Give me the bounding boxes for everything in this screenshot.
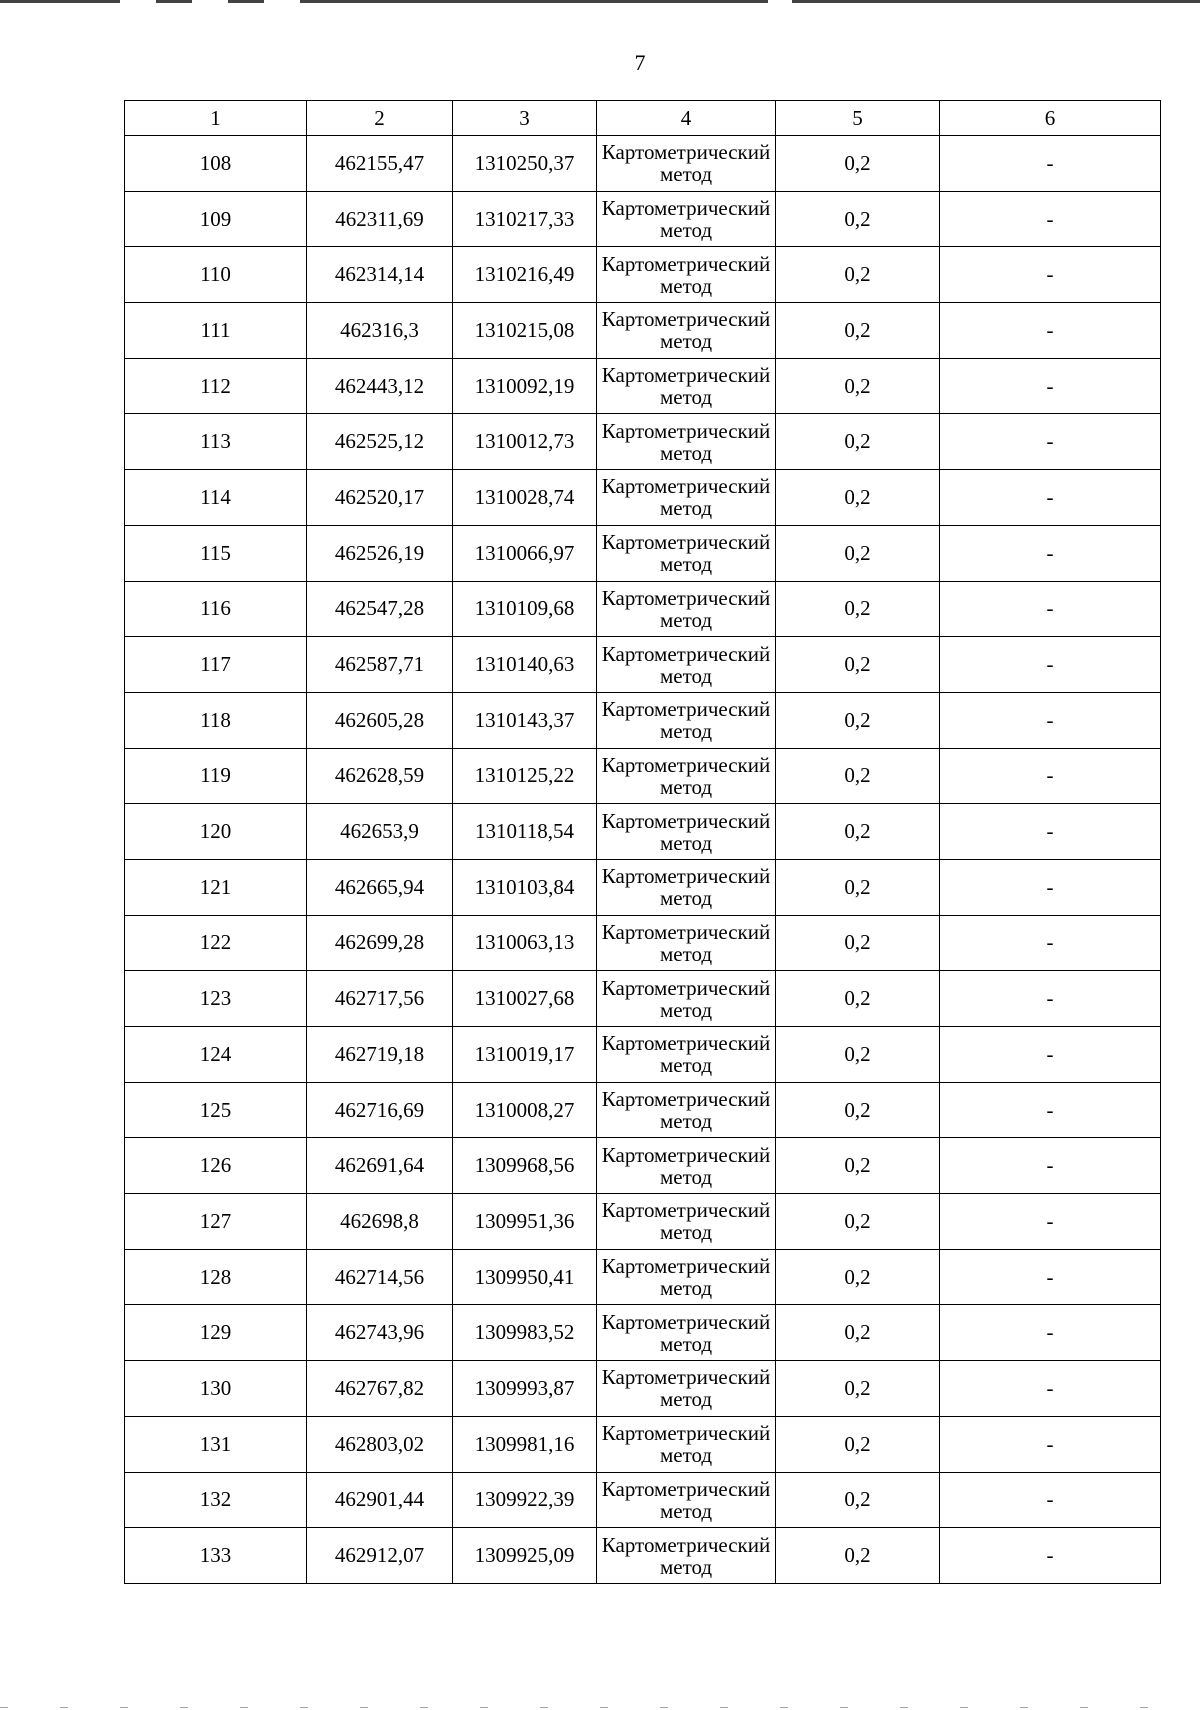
y-coordinate-cell: 1309993,87 bbox=[453, 1361, 597, 1417]
table-row bbox=[125, 581, 1161, 637]
method-line-1: Картометрический bbox=[601, 251, 771, 276]
y-coordinate-cell: 1310140,63 bbox=[453, 637, 597, 693]
accuracy-cell: 0,2 bbox=[776, 303, 940, 359]
method-line-1: Картометрический bbox=[601, 1476, 771, 1501]
x-coordinate-cell: 462691,64 bbox=[307, 1138, 453, 1194]
accuracy-cell: 0,2 bbox=[776, 525, 940, 581]
x-coordinate-cell: 462803,02 bbox=[307, 1416, 453, 1472]
point-number-cell: 130 bbox=[125, 1361, 307, 1417]
y-coordinate-cell: 1310216,49 bbox=[453, 247, 597, 303]
method-line-1: Картометрический bbox=[601, 919, 771, 944]
y-coordinate-cell: 1309981,16 bbox=[453, 1416, 597, 1472]
method-line-1: Картометрический bbox=[601, 1087, 771, 1112]
method-line-1: Картометрический bbox=[601, 975, 771, 1000]
method-cell bbox=[597, 414, 776, 470]
accuracy-cell: 0,2 bbox=[776, 971, 940, 1027]
note-cell: - bbox=[940, 1027, 1161, 1083]
point-number-cell: 119 bbox=[125, 748, 307, 804]
bottom-scan-border bbox=[0, 1707, 1200, 1708]
accuracy-cell: 0,2 bbox=[776, 1194, 940, 1250]
method-line-1: Картометрический bbox=[601, 140, 771, 165]
method-line-2: метод bbox=[659, 941, 713, 966]
accuracy-cell: 0,2 bbox=[776, 692, 940, 748]
note-cell: - bbox=[940, 1082, 1161, 1138]
method-line-2: метод bbox=[659, 1331, 713, 1356]
method-line-2: метод bbox=[659, 1554, 713, 1579]
table-row bbox=[125, 1416, 1161, 1472]
table-header-row bbox=[125, 101, 1161, 136]
table-row bbox=[125, 470, 1161, 526]
point-number-cell: 109 bbox=[125, 191, 307, 247]
table-row bbox=[125, 804, 1161, 860]
accuracy-cell: 0,2 bbox=[776, 136, 940, 192]
point-number-cell: 124 bbox=[125, 1027, 307, 1083]
note-cell: - bbox=[940, 1249, 1161, 1305]
note-cell: - bbox=[940, 692, 1161, 748]
point-number-cell: 132 bbox=[125, 1472, 307, 1528]
point-number-cell: 113 bbox=[125, 414, 307, 470]
accuracy-cell: 0,2 bbox=[776, 1305, 940, 1361]
table-row bbox=[125, 303, 1161, 359]
method-line-2: метод bbox=[659, 162, 713, 187]
method-cell bbox=[597, 1027, 776, 1083]
method-line-1: Картометрический bbox=[601, 864, 771, 889]
point-number-cell: 112 bbox=[125, 358, 307, 414]
method-line-2: метод bbox=[659, 329, 713, 354]
table-row bbox=[125, 136, 1161, 192]
method-line-2: метод bbox=[659, 385, 713, 410]
table-row bbox=[125, 1082, 1161, 1138]
y-coordinate-cell: 1310012,73 bbox=[453, 414, 597, 470]
table-row bbox=[125, 748, 1161, 804]
method-line-2: метод bbox=[659, 1443, 713, 1468]
method-line-2: метод bbox=[659, 997, 713, 1022]
note-cell: - bbox=[940, 804, 1161, 860]
y-coordinate-cell: 1309925,09 bbox=[453, 1528, 597, 1584]
point-number-cell: 114 bbox=[125, 470, 307, 526]
accuracy-cell: 0,2 bbox=[776, 470, 940, 526]
x-coordinate-cell: 462912,07 bbox=[307, 1528, 453, 1584]
x-coordinate-cell: 462628,59 bbox=[307, 748, 453, 804]
y-coordinate-cell: 1310103,84 bbox=[453, 859, 597, 915]
accuracy-cell: 0,2 bbox=[776, 414, 940, 470]
note-cell: - bbox=[940, 525, 1161, 581]
note-cell: - bbox=[940, 358, 1161, 414]
method-line-1: Картометрический bbox=[601, 585, 771, 610]
point-number-cell: 127 bbox=[125, 1194, 307, 1250]
method-line-1: Картометрический bbox=[601, 1421, 771, 1446]
method-cell bbox=[597, 136, 776, 192]
method-line-2: метод bbox=[659, 1220, 713, 1245]
accuracy-cell: 0,2 bbox=[776, 191, 940, 247]
table-row bbox=[125, 1138, 1161, 1194]
x-coordinate-cell: 462665,94 bbox=[307, 859, 453, 915]
method-cell bbox=[597, 804, 776, 860]
accuracy-cell: 0,2 bbox=[776, 1416, 940, 1472]
table-row bbox=[125, 525, 1161, 581]
method-cell bbox=[597, 637, 776, 693]
y-coordinate-cell: 1310118,54 bbox=[453, 804, 597, 860]
x-coordinate-cell: 462316,3 bbox=[307, 303, 453, 359]
point-number-cell: 118 bbox=[125, 692, 307, 748]
method-cell bbox=[597, 859, 776, 915]
note-cell: - bbox=[940, 470, 1161, 526]
note-cell: - bbox=[940, 136, 1161, 192]
method-line-2: метод bbox=[659, 1498, 713, 1523]
method-line-2: метод bbox=[659, 663, 713, 688]
method-cell bbox=[597, 1305, 776, 1361]
method-cell bbox=[597, 915, 776, 971]
method-cell bbox=[597, 191, 776, 247]
y-coordinate-cell: 1310066,97 bbox=[453, 525, 597, 581]
y-coordinate-cell: 1310215,08 bbox=[453, 303, 597, 359]
method-line-2: метод bbox=[659, 719, 713, 744]
y-coordinate-cell: 1310063,13 bbox=[453, 915, 597, 971]
x-coordinate-cell: 462547,28 bbox=[307, 581, 453, 637]
method-line-1: Картометрический bbox=[601, 307, 771, 332]
x-coordinate-cell: 462719,18 bbox=[307, 1027, 453, 1083]
note-cell: - bbox=[940, 191, 1161, 247]
method-line-2: метод bbox=[659, 218, 713, 243]
table-row bbox=[125, 971, 1161, 1027]
column-header: 1 bbox=[125, 101, 307, 136]
column-header: 3 bbox=[453, 101, 597, 136]
method-line-2: метод bbox=[659, 1109, 713, 1134]
note-cell: - bbox=[940, 1528, 1161, 1584]
method-cell bbox=[597, 525, 776, 581]
table-row bbox=[125, 1472, 1161, 1528]
y-coordinate-cell: 1310109,68 bbox=[453, 581, 597, 637]
accuracy-cell: 0,2 bbox=[776, 1472, 940, 1528]
column-header: 2 bbox=[307, 101, 453, 136]
method-cell bbox=[597, 1138, 776, 1194]
accuracy-cell: 0,2 bbox=[776, 581, 940, 637]
point-number-cell: 115 bbox=[125, 525, 307, 581]
table-body bbox=[125, 136, 1161, 1584]
x-coordinate-cell: 462716,69 bbox=[307, 1082, 453, 1138]
method-line-2: метод bbox=[659, 1164, 713, 1189]
method-line-2: метод bbox=[659, 552, 713, 577]
accuracy-cell: 0,2 bbox=[776, 1082, 940, 1138]
accuracy-cell: 0,2 bbox=[776, 859, 940, 915]
x-coordinate-cell: 462311,69 bbox=[307, 191, 453, 247]
method-line-1: Картометрический bbox=[601, 474, 771, 499]
accuracy-cell: 0,2 bbox=[776, 358, 940, 414]
y-coordinate-cell: 1309950,41 bbox=[453, 1249, 597, 1305]
method-cell bbox=[597, 470, 776, 526]
method-line-1: Картометрический bbox=[601, 1254, 771, 1279]
method-line-2: метод bbox=[659, 273, 713, 298]
coordinates-table bbox=[124, 100, 1161, 1584]
method-line-1: Картометрический bbox=[601, 808, 771, 833]
accuracy-cell: 0,2 bbox=[776, 1361, 940, 1417]
method-line-1: Картометрический bbox=[601, 752, 771, 777]
method-cell bbox=[597, 1416, 776, 1472]
accuracy-cell: 0,2 bbox=[776, 1138, 940, 1194]
y-coordinate-cell: 1310028,74 bbox=[453, 470, 597, 526]
method-line-1: Картометрический bbox=[601, 1365, 771, 1390]
table-row bbox=[125, 1249, 1161, 1305]
point-number-cell: 133 bbox=[125, 1528, 307, 1584]
note-cell: - bbox=[940, 637, 1161, 693]
table-row bbox=[125, 1194, 1161, 1250]
method-cell bbox=[597, 1249, 776, 1305]
method-line-1: Картометрический bbox=[601, 1309, 771, 1334]
method-line-2: метод bbox=[659, 1276, 713, 1301]
method-line-1: Картометрический bbox=[601, 697, 771, 722]
y-coordinate-cell: 1309922,39 bbox=[453, 1472, 597, 1528]
method-line-2: метод bbox=[659, 607, 713, 632]
point-number-cell: 108 bbox=[125, 136, 307, 192]
note-cell: - bbox=[940, 581, 1161, 637]
y-coordinate-cell: 1310008,27 bbox=[453, 1082, 597, 1138]
method-line-2: метод bbox=[659, 886, 713, 911]
method-line-2: метод bbox=[659, 1053, 713, 1078]
x-coordinate-cell: 462587,71 bbox=[307, 637, 453, 693]
note-cell: - bbox=[940, 915, 1161, 971]
point-number-cell: 116 bbox=[125, 581, 307, 637]
y-coordinate-cell: 1310019,17 bbox=[453, 1027, 597, 1083]
x-coordinate-cell: 462520,17 bbox=[307, 470, 453, 526]
x-coordinate-cell: 462314,14 bbox=[307, 247, 453, 303]
x-coordinate-cell: 462605,28 bbox=[307, 692, 453, 748]
method-cell bbox=[597, 971, 776, 1027]
method-line-2: метод bbox=[659, 440, 713, 465]
x-coordinate-cell: 462155,47 bbox=[307, 136, 453, 192]
table-row bbox=[125, 414, 1161, 470]
method-cell bbox=[597, 1472, 776, 1528]
accuracy-cell: 0,2 bbox=[776, 637, 940, 693]
method-cell bbox=[597, 358, 776, 414]
accuracy-cell: 0,2 bbox=[776, 247, 940, 303]
method-line-1: Картометрический bbox=[601, 530, 771, 555]
table-row bbox=[125, 1305, 1161, 1361]
x-coordinate-cell: 462443,12 bbox=[307, 358, 453, 414]
accuracy-cell: 0,2 bbox=[776, 1528, 940, 1584]
table-row bbox=[125, 1528, 1161, 1584]
method-line-1: Картометрический bbox=[601, 1142, 771, 1167]
method-cell bbox=[597, 247, 776, 303]
y-coordinate-cell: 1310092,19 bbox=[453, 358, 597, 414]
note-cell: - bbox=[940, 859, 1161, 915]
y-coordinate-cell: 1310027,68 bbox=[453, 971, 597, 1027]
note-cell: - bbox=[940, 1138, 1161, 1194]
table-row bbox=[125, 1361, 1161, 1417]
method-cell bbox=[597, 1528, 776, 1584]
y-coordinate-cell: 1310250,37 bbox=[453, 136, 597, 192]
table-row bbox=[125, 1027, 1161, 1083]
point-number-cell: 131 bbox=[125, 1416, 307, 1472]
x-coordinate-cell: 462717,56 bbox=[307, 971, 453, 1027]
method-line-1: Картометрический bbox=[601, 1198, 771, 1223]
method-cell bbox=[597, 748, 776, 804]
table-row bbox=[125, 247, 1161, 303]
page-number: 7 bbox=[634, 50, 646, 75]
method-line-2: метод bbox=[659, 830, 713, 855]
table-row bbox=[125, 692, 1161, 748]
note-cell: - bbox=[940, 1416, 1161, 1472]
table-row bbox=[125, 358, 1161, 414]
note-cell: - bbox=[940, 247, 1161, 303]
method-line-1: Картометрический bbox=[601, 1031, 771, 1056]
note-cell: - bbox=[940, 748, 1161, 804]
note-cell: - bbox=[940, 303, 1161, 359]
method-cell bbox=[597, 692, 776, 748]
x-coordinate-cell: 462743,96 bbox=[307, 1305, 453, 1361]
method-cell bbox=[597, 1082, 776, 1138]
method-cell bbox=[597, 1194, 776, 1250]
point-number-cell: 122 bbox=[125, 915, 307, 971]
y-coordinate-cell: 1310125,22 bbox=[453, 748, 597, 804]
x-coordinate-cell: 462653,9 bbox=[307, 804, 453, 860]
table-row bbox=[125, 191, 1161, 247]
table-row bbox=[125, 859, 1161, 915]
point-number-cell: 128 bbox=[125, 1249, 307, 1305]
x-coordinate-cell: 462901,44 bbox=[307, 1472, 453, 1528]
point-number-cell: 123 bbox=[125, 971, 307, 1027]
method-line-1: Картометрический bbox=[601, 363, 771, 388]
y-coordinate-cell: 1309968,56 bbox=[453, 1138, 597, 1194]
accuracy-cell: 0,2 bbox=[776, 748, 940, 804]
top-scan-border bbox=[0, 0, 1200, 3]
method-line-1: Картометрический bbox=[601, 196, 771, 221]
x-coordinate-cell: 462525,12 bbox=[307, 414, 453, 470]
table-row bbox=[125, 915, 1161, 971]
note-cell: - bbox=[940, 1361, 1161, 1417]
table-row bbox=[125, 637, 1161, 693]
x-coordinate-cell: 462698,8 bbox=[307, 1194, 453, 1250]
method-cell bbox=[597, 303, 776, 359]
point-number-cell: 121 bbox=[125, 859, 307, 915]
point-number-cell: 117 bbox=[125, 637, 307, 693]
method-cell bbox=[597, 581, 776, 637]
method-line-2: метод bbox=[659, 774, 713, 799]
note-cell: - bbox=[940, 1305, 1161, 1361]
x-coordinate-cell: 462767,82 bbox=[307, 1361, 453, 1417]
point-number-cell: 129 bbox=[125, 1305, 307, 1361]
note-cell: - bbox=[940, 1194, 1161, 1250]
x-coordinate-cell: 462526,19 bbox=[307, 525, 453, 581]
accuracy-cell: 0,2 bbox=[776, 1027, 940, 1083]
point-number-cell: 110 bbox=[125, 247, 307, 303]
point-number-cell: 120 bbox=[125, 804, 307, 860]
column-header: 5 bbox=[776, 101, 940, 136]
y-coordinate-cell: 1309983,52 bbox=[453, 1305, 597, 1361]
point-number-cell: 111 bbox=[125, 303, 307, 359]
method-line-1: Картометрический bbox=[601, 641, 771, 666]
note-cell: - bbox=[940, 1472, 1161, 1528]
method-line-1: Картометрический bbox=[601, 1532, 771, 1557]
point-number-cell: 126 bbox=[125, 1138, 307, 1194]
method-cell bbox=[597, 1361, 776, 1417]
accuracy-cell: 0,2 bbox=[776, 915, 940, 971]
x-coordinate-cell: 462699,28 bbox=[307, 915, 453, 971]
note-cell: - bbox=[940, 414, 1161, 470]
note-cell: - bbox=[940, 971, 1161, 1027]
method-line-1: Картометрический bbox=[601, 418, 771, 443]
method-line-2: метод bbox=[659, 496, 713, 521]
x-coordinate-cell: 462714,56 bbox=[307, 1249, 453, 1305]
method-line-2: метод bbox=[659, 1387, 713, 1412]
point-number-cell: 125 bbox=[125, 1082, 307, 1138]
y-coordinate-cell: 1309951,36 bbox=[453, 1194, 597, 1250]
accuracy-cell: 0,2 bbox=[776, 804, 940, 860]
column-header: 6 bbox=[940, 101, 1161, 136]
column-header: 4 bbox=[597, 101, 776, 136]
y-coordinate-cell: 1310143,37 bbox=[453, 692, 597, 748]
accuracy-cell: 0,2 bbox=[776, 1249, 940, 1305]
y-coordinate-cell: 1310217,33 bbox=[453, 191, 597, 247]
